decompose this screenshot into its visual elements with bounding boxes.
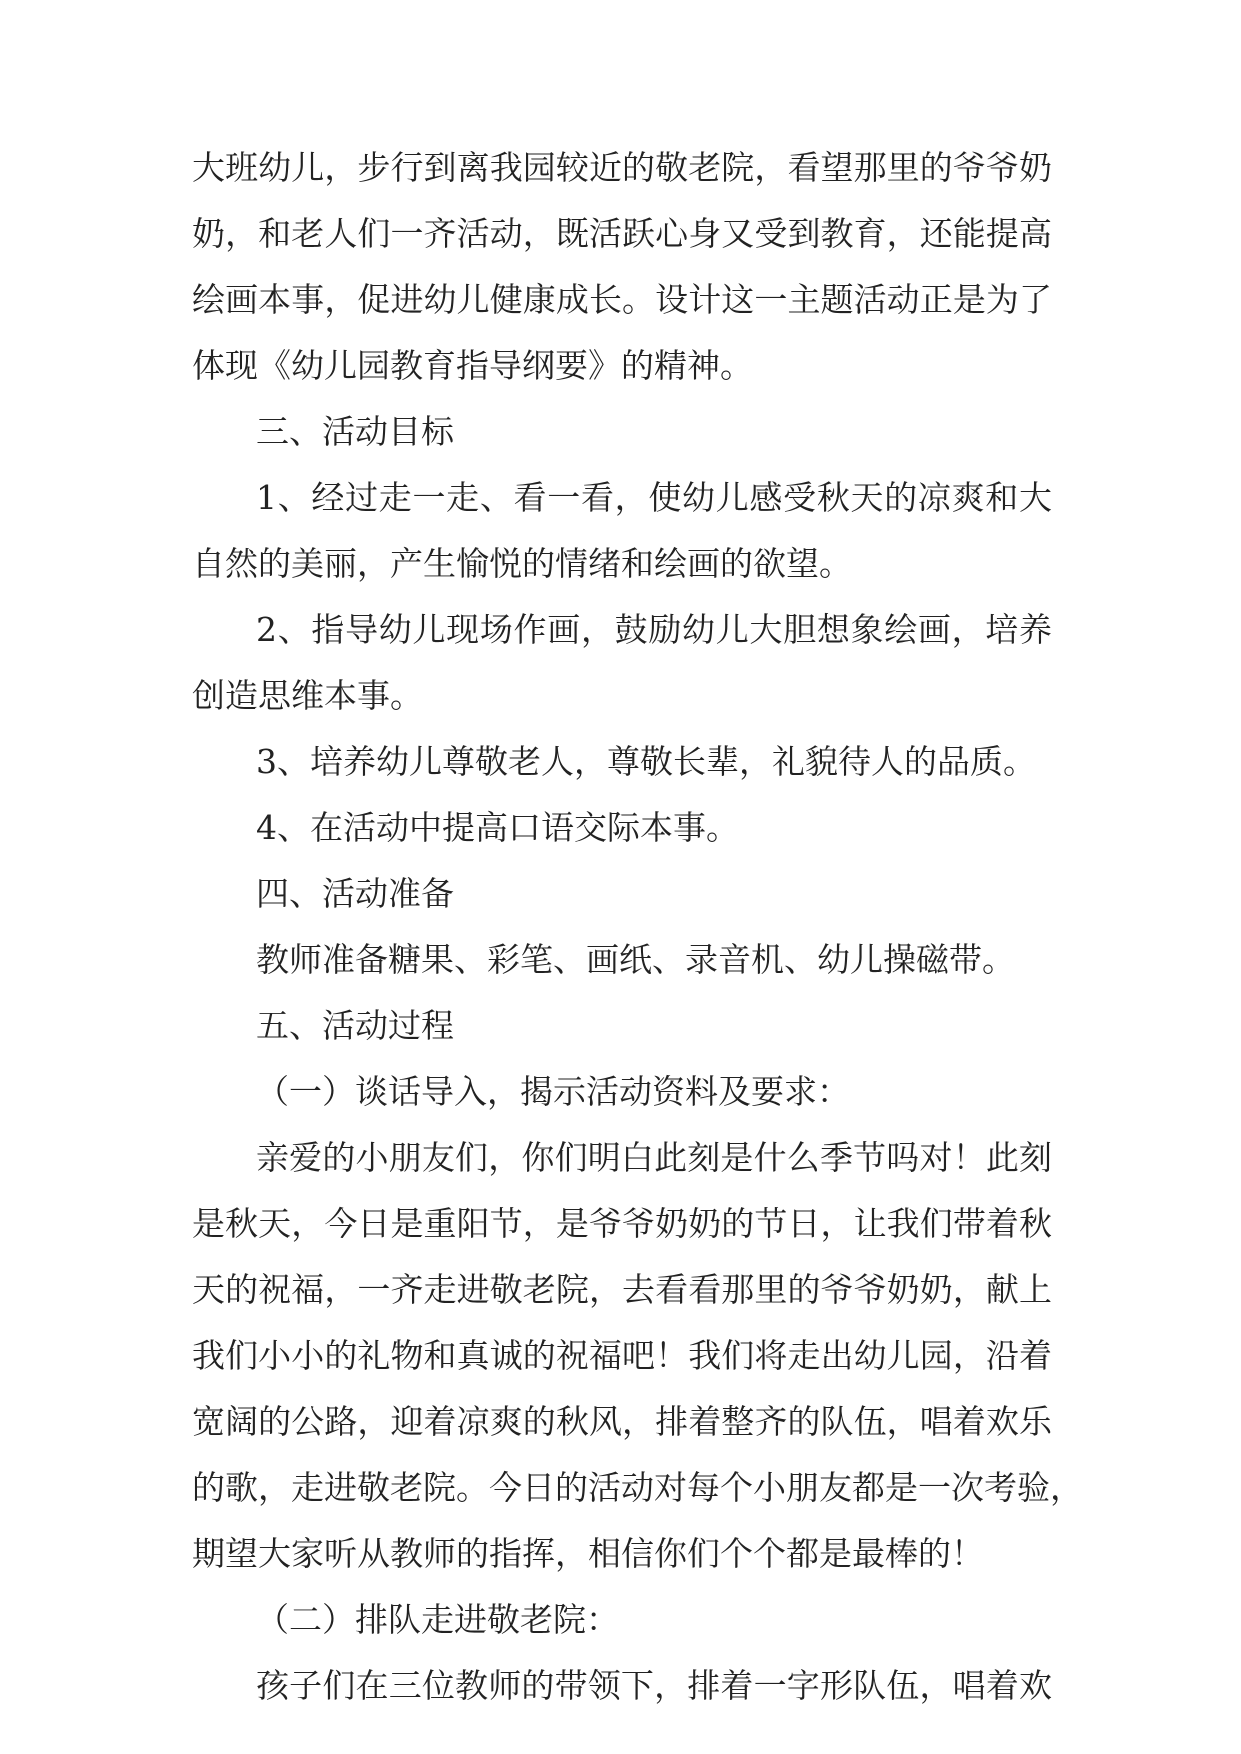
paragraph-line: 孩子们在三位教师的带领下，排着一字形队伍，唱着欢	[256, 1666, 1052, 1705]
paragraph-line: 3、培养幼儿尊敬老人，尊敬长辈，礼貌待人的品质。	[256, 742, 1036, 781]
section-heading: 五、活动过程	[256, 1006, 454, 1045]
paragraph-line: 我们小小的礼物和真诚的祝福吧！我们将走出幼儿园，沿着	[192, 1336, 1052, 1375]
paragraph-line: 绘画本事，促进幼儿健康成长。设计这一主题活动正是为了	[192, 280, 1052, 319]
paragraph-line: 4、在活动中提高口语交际本事。	[256, 808, 739, 847]
paragraph-line: 2、指导幼儿现场作画，鼓励幼儿大胆想象绘画，培养	[256, 610, 1052, 649]
subsection-heading: （一）谈话导入，揭示活动资料及要求：	[256, 1072, 850, 1111]
paragraph-line: 天的祝福，一齐走进敬老院，去看看那里的爷爷奶奶，献上	[192, 1270, 1052, 1309]
paragraph-line: 自然的美丽，产生愉悦的情绪和绘画的欲望。	[192, 544, 852, 583]
paragraph-line: 创造思维本事。	[192, 676, 423, 715]
paragraph-line: 期望大家听从教师的指挥，相信你们个个都是最棒的！	[192, 1534, 984, 1573]
paragraph-line: 的歌，走进敬老院。今日的活动对每个小朋友都是一次考验，	[192, 1468, 1083, 1507]
subsection-heading: （二）排队走进敬老院：	[256, 1600, 619, 1639]
paragraph-line: 亲爱的小朋友们，你们明白此刻是什么季节吗对！此刻	[256, 1138, 1052, 1177]
paragraph-line: 宽阔的公路，迎着凉爽的秋风，排着整齐的队伍，唱着欢乐	[192, 1402, 1052, 1441]
paragraph-line: 是秋天，今日是重阳节，是爷爷奶奶的节日，让我们带着秋	[192, 1204, 1052, 1243]
paragraph-line: 大班幼儿，步行到离我园较近的敬老院，看望那里的爷爷奶	[192, 148, 1052, 187]
section-heading: 三、活动目标	[256, 412, 454, 451]
paragraph-line: 体现《幼儿园教育指导纲要》的精神。	[192, 346, 753, 385]
paragraph-line: 教师准备糖果、彩笔、画纸、录音机、幼儿操磁带。	[256, 940, 1015, 979]
paragraph-line: 1、经过走一走、看一看，使幼儿感受秋天的凉爽和大	[256, 478, 1052, 517]
paragraph-line: 奶，和老人们一齐活动，既活跃心身又受到教育，还能提高	[192, 214, 1052, 253]
section-heading: 四、活动准备	[256, 874, 454, 913]
